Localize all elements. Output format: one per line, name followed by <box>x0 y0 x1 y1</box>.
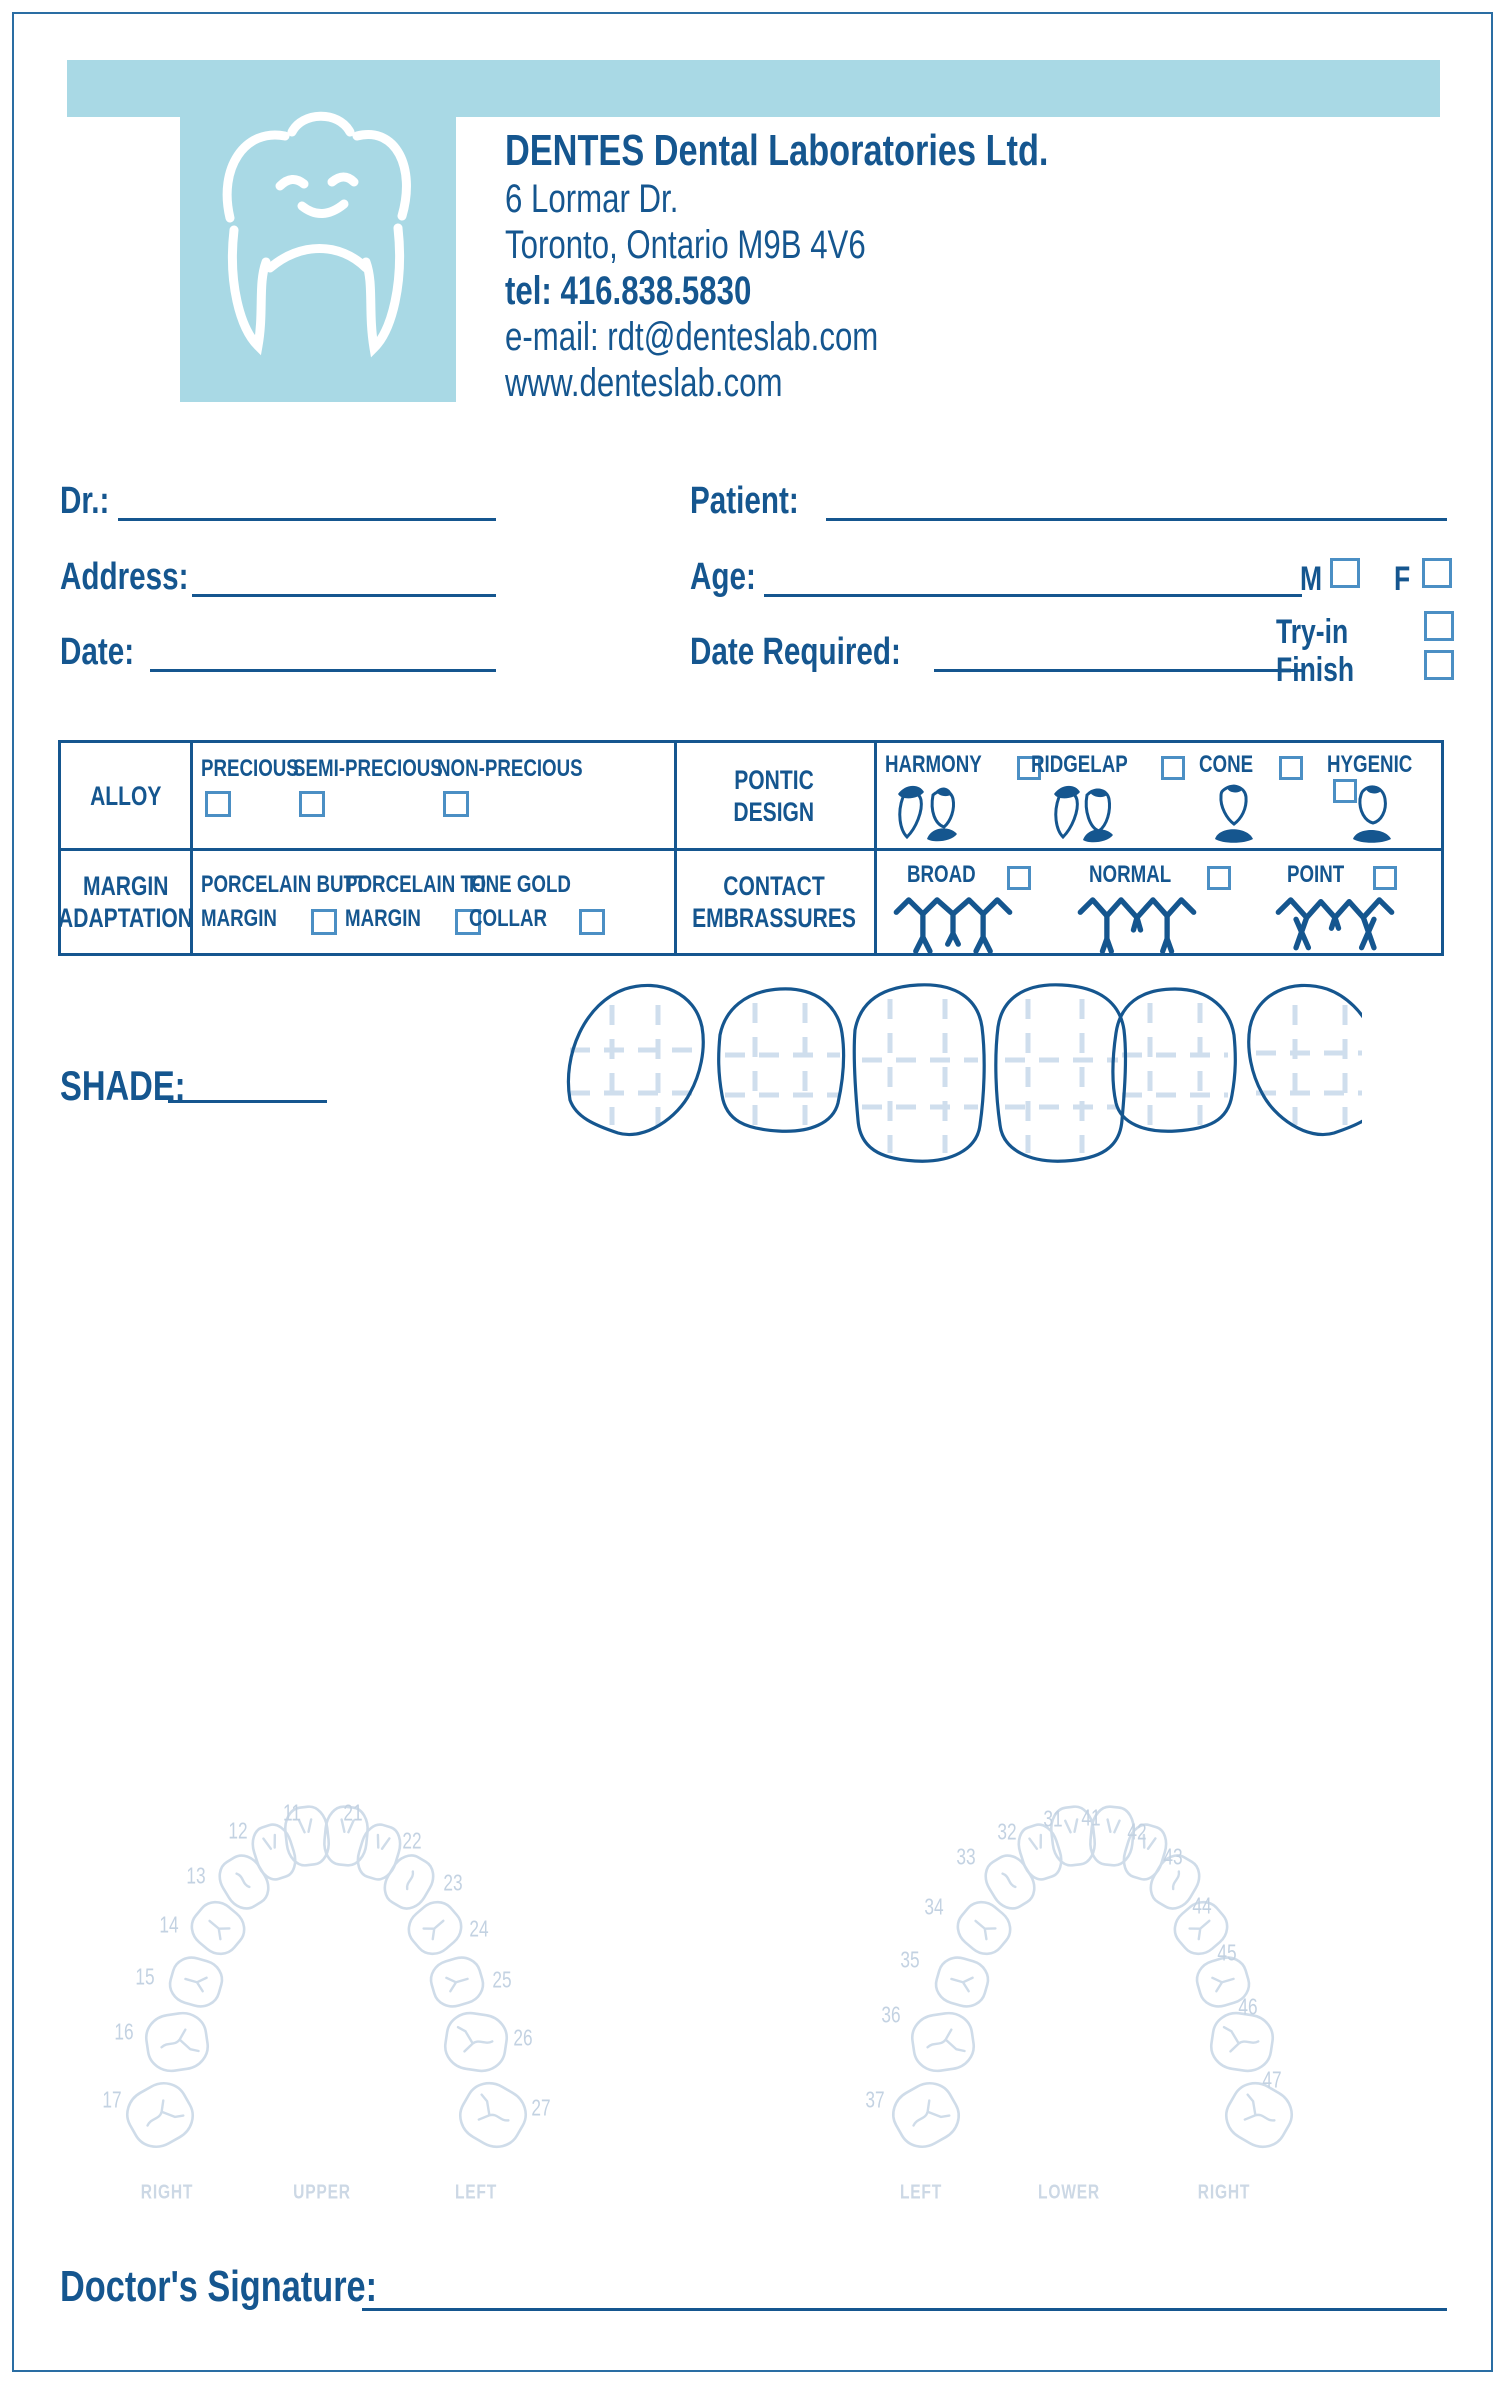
date-required-label: Date Required: <box>690 631 901 673</box>
lower-arch-diagram <box>826 1770 1446 2204</box>
tooth-fissure <box>404 1872 417 1890</box>
margin-fine-gold-line2: COLLAR <box>469 905 547 932</box>
hygenic-pontic-icon <box>1345 781 1399 843</box>
tooth-number-42: 42 <box>1127 1818 1147 1845</box>
pontic-ridgelap-checkbox[interactable] <box>1161 756 1185 780</box>
alloy-option-non-precious-label: NON-PRECIOUS <box>437 755 583 782</box>
contact-point-checkbox[interactable] <box>1373 866 1397 890</box>
tooth-number-34: 34 <box>924 1893 944 1920</box>
cone-pontic-icon <box>1207 781 1261 843</box>
contact-embrassures-header-line2: EMBRASSURES <box>692 903 856 933</box>
patient-label: Patient: <box>690 480 799 522</box>
tooth-number-33: 33 <box>956 1843 976 1870</box>
company-info <box>505 126 1202 406</box>
tooth-number-36: 36 <box>881 2001 901 2028</box>
shade-tooth <box>568 985 703 1134</box>
tooth-number-27: 27 <box>531 2094 551 2121</box>
arch-orientation-label-left: LEFT <box>454 2181 498 2204</box>
tooth-fissure <box>237 1872 250 1889</box>
company-name: DENTES Dental Laboratories Ltd. <box>505 126 1049 175</box>
ridgelap-pontic-icon <box>1045 781 1119 843</box>
contact-point-label: POINT <box>1287 861 1345 888</box>
margin-porcelain-to-line1: PORCELAIN TO <box>345 871 487 898</box>
tooth-number-22: 22 <box>402 1827 422 1854</box>
margin-fine-gold-line1: FINE GOLD <box>469 871 571 898</box>
options-table <box>58 740 1444 956</box>
tooth-number-15: 15 <box>135 1963 155 1990</box>
contact-broad-label: BROAD <box>907 861 976 888</box>
male-label: M <box>1300 560 1323 598</box>
tooth-fissure <box>1221 2027 1260 2055</box>
address-input-line[interactable] <box>192 594 496 597</box>
shade-input-line[interactable] <box>168 1100 327 1103</box>
tooth-number-21: 21 <box>343 1799 363 1826</box>
pontic-ridgelap-label: RIDGELAP <box>1031 751 1128 778</box>
normal-embrasure-icon <box>1067 891 1207 953</box>
arch-orientation-label-left: LEFT <box>899 2181 943 2204</box>
tooth-fissure <box>926 2028 965 2056</box>
tooth-number-43: 43 <box>1163 1843 1183 1870</box>
tooth-number-11: 11 <box>283 1799 301 1826</box>
tooth-fissure <box>1212 1972 1235 1991</box>
margin-fine-gold-checkbox[interactable] <box>579 909 605 935</box>
female-checkbox[interactable] <box>1422 558 1452 588</box>
tooth-number-44: 44 <box>1192 1892 1212 1919</box>
contact-normal-checkbox[interactable] <box>1207 866 1231 890</box>
date-required-input-line[interactable] <box>934 669 1302 672</box>
margin-porcelain-butt-line1: PORCELAIN BUTT <box>201 871 367 898</box>
tooth-logo-icon <box>200 96 430 376</box>
margin-adaptation-header-line2: ADAPTATION <box>58 903 193 933</box>
age-label: Age: <box>690 556 756 598</box>
shade-tooth <box>854 985 984 1161</box>
finish-checkbox[interactable] <box>1424 650 1454 680</box>
alloy-precious-checkbox[interactable] <box>205 791 231 817</box>
female-label: F <box>1394 560 1411 598</box>
tooth-number-47: 47 <box>1262 2066 1282 2093</box>
arch-tooth <box>248 1820 301 1883</box>
tooth-fissure <box>455 2027 494 2055</box>
tooth-number-31: 31 <box>1043 1805 1063 1832</box>
shade-tooth <box>719 989 844 1131</box>
pontic-cone-label: CONE <box>1199 751 1254 778</box>
tooth-number-14: 14 <box>159 1911 179 1938</box>
tooth-fissure <box>470 2095 513 2133</box>
tooth-number-13: 13 <box>186 1862 206 1889</box>
pontic-hygenic-label: HYGENIC <box>1327 751 1413 778</box>
tooth-fissure <box>1236 2095 1279 2133</box>
tooth-fissure <box>141 2096 184 2134</box>
company-website: www.denteslab.com <box>505 361 783 405</box>
dr-input-line[interactable] <box>118 518 496 521</box>
margin-porcelain-butt-line2: MARGIN <box>201 905 277 932</box>
tooth-fissure <box>374 1835 389 1850</box>
contact-embrassures-header-line1: CONTACT <box>723 871 825 901</box>
tooth-number-26: 26 <box>513 2024 533 2051</box>
tooth-fissure <box>263 1835 278 1850</box>
dr-label: Dr.: <box>60 480 110 522</box>
pontic-harmony-label: HARMONY <box>885 751 982 778</box>
tooth-fissure <box>1170 1872 1183 1890</box>
age-input-line[interactable] <box>764 594 1302 597</box>
company-email: e-mail: rdt@denteslab.com <box>505 315 879 359</box>
tooth-number-32: 32 <box>997 1818 1017 1845</box>
tooth-fissure <box>1106 1819 1119 1832</box>
tooth-fissure <box>949 1972 972 1991</box>
tooth-fissure <box>1029 1835 1044 1850</box>
date-label: Date: <box>60 631 135 673</box>
tooth-fissure <box>971 1916 995 1940</box>
tooth-fissure <box>299 1819 312 1832</box>
male-checkbox[interactable] <box>1330 558 1360 588</box>
margin-porcelain-butt-checkbox[interactable] <box>311 909 337 935</box>
tooth-fissure <box>183 1972 206 1991</box>
tooth-number-37: 37 <box>865 2086 885 2113</box>
tooth-number-24: 24 <box>469 1915 489 1942</box>
upper-arch-diagram <box>60 1770 680 2204</box>
tooth-number-16: 16 <box>114 2018 134 2045</box>
tooth-number-41: 41 <box>1081 1804 1101 1831</box>
pontic-cone-checkbox[interactable] <box>1279 756 1303 780</box>
try-in-label: Try-in <box>1276 613 1349 651</box>
shade-teeth-diagram <box>550 975 1362 1180</box>
tooth-fissure <box>160 2028 199 2056</box>
doctor-signature-label: Doctor's Signature: <box>60 2262 378 2311</box>
patient-input-line[interactable] <box>826 518 1447 521</box>
date-input-line[interactable] <box>150 669 496 672</box>
tooth-number-23: 23 <box>443 1869 463 1896</box>
try-in-checkbox[interactable] <box>1424 611 1454 641</box>
arch-orientation-label-right: RIGHT <box>140 2181 194 2204</box>
margin-porcelain-to-line2: MARGIN <box>345 905 421 932</box>
broad-embrasure-icon <box>883 891 1023 953</box>
alloy-option-semi-precious-label: SEMI-PRECIOUS <box>293 755 443 782</box>
logo-box <box>180 60 456 402</box>
company-phone: tel: 416.838.5830 <box>505 269 752 313</box>
arch-orientation-label-right: RIGHT <box>1197 2181 1251 2204</box>
alloy-non-precious-checkbox[interactable] <box>443 791 469 817</box>
doctor-signature-line[interactable] <box>362 2308 1447 2311</box>
tooth-fissure <box>446 1972 469 1991</box>
pontic-design-header-line1: PONTIC <box>734 764 814 795</box>
shade-label: SHADE: <box>60 1062 186 1109</box>
contact-broad-checkbox[interactable] <box>1007 866 1031 890</box>
arch-tooth <box>353 1821 405 1884</box>
finish-label: Finish <box>1276 651 1355 689</box>
tooth-number-35: 35 <box>900 1946 920 1973</box>
alloy-semi-precious-checkbox[interactable] <box>299 791 325 817</box>
margin-adaptation-header-line1: MARGIN <box>82 871 169 901</box>
alloy-option-precious-label: PRECIOUS <box>201 755 299 782</box>
shade-tooth <box>1113 989 1235 1131</box>
point-embrasure-icon <box>1265 891 1405 953</box>
harmony-pontic-icon <box>889 781 963 843</box>
tooth-number-45: 45 <box>1217 1939 1237 1966</box>
company-address-line1: 6 Lormar Dr. <box>505 177 679 221</box>
tooth-number-46: 46 <box>1238 1993 1258 2020</box>
tooth-number-17: 17 <box>102 2086 122 2113</box>
arch-orientation-label-lower: LOWER <box>1038 2181 1100 2204</box>
alloy-header: ALLOY <box>89 780 162 811</box>
company-address-line2: Toronto, Ontario M9B 4V6 <box>505 223 866 267</box>
shade-tooth <box>996 985 1126 1161</box>
tooth-fissure <box>424 1916 448 1940</box>
tooth-number-25: 25 <box>492 1966 512 1993</box>
tooth-fissure <box>1065 1819 1078 1832</box>
pontic-design-header-line2: DESIGN <box>733 796 815 827</box>
tooth-fissure <box>1003 1872 1016 1889</box>
tooth-number-12: 12 <box>228 1817 248 1844</box>
address-label: Address: <box>60 556 189 598</box>
contact-normal-label: NORMAL <box>1089 861 1172 888</box>
arch-orientation-label-upper: UPPER <box>293 2181 351 2204</box>
tooth-fissure <box>205 1916 229 1940</box>
tooth-fissure <box>907 2096 950 2134</box>
